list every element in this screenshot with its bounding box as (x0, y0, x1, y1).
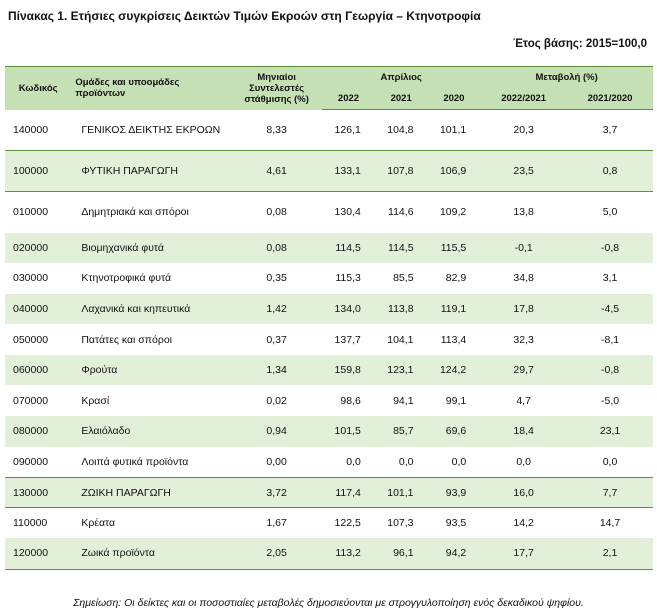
header-change: Μεταβολή (%) (480, 67, 653, 88)
table-row (5, 263, 653, 294)
cell-name: Δημητριακά και σπόροι (81, 206, 189, 219)
cell-2021: 123,1 (375, 355, 428, 386)
cell-change-1: 0,0 (516, 455, 531, 468)
cell-2022: 113,2 (322, 538, 375, 569)
cell-change-2: 2,1 (567, 538, 653, 569)
cell-weight: 0,35 (266, 272, 287, 285)
cell-2022: 122,5 (334, 517, 361, 530)
cell-change-1: 18,4 (480, 416, 567, 447)
footnote: Σημείωση: Οι δείκτες και οι ποσοστιαίες μεταβολές δημοσιεύονται με στρογγυλοποίηση ενός δεκαδικού ψηφίου. (73, 597, 584, 609)
cell-name: Φρούτα (71, 355, 231, 386)
cell-weight: 0,08 (231, 233, 322, 264)
cell-weight: 1,42 (231, 294, 322, 325)
cell-change-1: 4,7 (516, 394, 531, 407)
price-index-table (5, 66, 653, 570)
cell-code: 020000 (5, 233, 71, 264)
cell-change-1: 14,2 (513, 517, 534, 530)
cell-change-2: -0,8 (567, 233, 653, 264)
cell-2020: 101,1 (439, 124, 467, 136)
cell-2021: 101,1 (375, 477, 428, 508)
cell-2021: 94,1 (393, 394, 414, 407)
table-row (5, 538, 653, 569)
cell-name: Λαχανικά και κηπευτικά (71, 294, 231, 325)
cell-2020: 106,9 (428, 151, 481, 192)
cell-code: 060000 (5, 355, 71, 386)
cell-2021: 114,6 (388, 206, 414, 219)
cell-change-2: 23,1 (567, 416, 653, 447)
cell-name: Λοιπά φυτικά προϊόντα (81, 455, 189, 468)
cell-name: Βιομηχανικά φυτά (71, 233, 231, 264)
cell-change-2: 0,0 (602, 455, 618, 468)
cell-weight: 0,00 (266, 455, 287, 468)
cell-2022: 117,4 (322, 477, 375, 508)
cell-code: 070000 (13, 394, 49, 407)
cell-change-2: 5,0 (602, 206, 618, 219)
cell-2022: 101,5 (322, 416, 375, 447)
cell-2022: 98,6 (340, 394, 361, 407)
cell-2022: 159,8 (322, 355, 375, 386)
table-row (5, 508, 653, 539)
cell-2021: 113,8 (375, 294, 428, 325)
cell-2022: 115,3 (335, 272, 361, 285)
table-title: Πίνακας 1. Ετήσιες συγκρίσεις Δεικτών Τιμών Εκροών στη Γεωργία – Κτηνοτροφία (8, 9, 481, 23)
cell-change-1: 23,5 (480, 151, 567, 192)
table-row (5, 294, 653, 325)
cell-weight: 0,37 (266, 333, 287, 346)
cell-change-1: 17,7 (480, 538, 567, 569)
cell-2020: 109,2 (439, 206, 467, 219)
header-change-2022-2021: 2022/2021 (480, 87, 567, 110)
cell-name: Κρέατα (81, 517, 116, 530)
header-april: Απρίλιος (322, 67, 480, 88)
cell-2020: 93,9 (428, 477, 481, 508)
cell-name: ΦΥΤΙΚΗ ΠΑΡΑΓΩΓΗ (71, 151, 231, 192)
cell-2022: 126,1 (334, 124, 361, 136)
cell-code: 040000 (5, 294, 71, 325)
cell-2021: 104,1 (387, 333, 414, 346)
cell-change-2: -8,1 (600, 333, 620, 346)
base-year: Έτος βάσης: 2015=100,0 (513, 38, 647, 50)
cell-2020: 119,1 (428, 294, 481, 325)
cell-weight: 1,67 (266, 517, 287, 530)
cell-2021: 107,8 (375, 151, 428, 192)
table-row (5, 447, 653, 478)
cell-2021: 107,3 (387, 517, 414, 530)
table-row (5, 355, 653, 386)
cell-code: 100000 (5, 151, 71, 192)
table-row (5, 477, 653, 508)
header-change-2021-2020: 2021/2020 (567, 87, 653, 110)
cell-change-2: -4,5 (567, 294, 653, 325)
header-year-2021: 2021 (375, 87, 428, 110)
cell-name: Κτηνοτροφικά φυτά (81, 272, 172, 285)
table-row (5, 233, 653, 264)
cell-2022: 114,5 (322, 233, 375, 264)
header-year-2020: 2020 (428, 87, 481, 110)
cell-change-1: 17,8 (480, 294, 567, 325)
cell-2021: 85,7 (375, 416, 428, 447)
cell-change-1: -0,1 (480, 233, 567, 264)
cell-code: 090000 (13, 455, 49, 468)
cell-2020: 115,5 (428, 233, 481, 264)
table-row (5, 192, 653, 233)
table-row (5, 110, 653, 151)
cell-change-2: 14,7 (599, 517, 621, 530)
header-group: Ομάδες και υποομάδες προϊόντων (71, 67, 231, 110)
cell-code: 130000 (5, 477, 71, 508)
header-weight: Μηνιαίοι Συντελεστές στάθμισης (%) (231, 67, 322, 110)
table-row (5, 416, 653, 447)
cell-2022: 133,1 (322, 151, 375, 192)
header-year-2022: 2022 (322, 87, 375, 110)
cell-2020: 69,6 (428, 416, 481, 447)
cell-2020: 94,2 (428, 538, 481, 569)
cell-weight: 4,61 (231, 151, 322, 192)
cell-2022: 134,0 (322, 294, 375, 325)
cell-change-1: 20,3 (513, 124, 534, 136)
cell-weight: 0,08 (266, 206, 287, 219)
cell-2021: 0,0 (398, 455, 414, 468)
table-row (5, 385, 653, 416)
cell-2022: 0,0 (346, 455, 361, 468)
cell-weight: 3,72 (231, 477, 322, 508)
cell-code: 050000 (13, 333, 49, 346)
table-row (5, 151, 653, 192)
cell-change-2: 7,7 (567, 477, 653, 508)
cell-code: 120000 (5, 538, 71, 569)
cell-name: ΓΕΝΙΚΟΣ ΔΕΙΚΤΗΣ ΕΚΡΟΩΝ (81, 123, 221, 136)
cell-change-2: -0,8 (567, 355, 653, 386)
cell-weight: 2,05 (231, 538, 322, 569)
cell-weight: 0,94 (231, 416, 322, 447)
cell-code: 080000 (5, 416, 71, 447)
cell-name: Πατάτες και σπόροι (81, 333, 173, 346)
cell-2021: 104,8 (387, 124, 414, 136)
cell-change-1: 13,8 (513, 206, 534, 219)
cell-2021: 114,5 (375, 233, 428, 264)
cell-name: Κρασί (81, 394, 110, 407)
header-code: Κωδικός (5, 67, 71, 110)
cell-name: Ζωικά προϊόντα (71, 538, 231, 569)
cell-change-2: -5,0 (600, 394, 620, 407)
cell-code: 030000 (13, 272, 49, 285)
cell-weight: 8,33 (266, 123, 287, 136)
cell-2020: 93,5 (445, 517, 467, 530)
cell-code: 010000 (13, 206, 49, 219)
cell-2022: 130,4 (334, 206, 361, 219)
cell-2020: 82,9 (445, 272, 467, 285)
cell-2022: 137,7 (334, 333, 361, 346)
cell-2020: 124,2 (428, 355, 481, 386)
cell-2021: 85,5 (393, 272, 414, 285)
cell-change-1: 16,0 (480, 477, 567, 508)
cell-2020: 113,4 (440, 333, 467, 346)
table-row (5, 324, 653, 355)
cell-code: 140000 (13, 123, 49, 136)
cell-change-2: 0,8 (567, 151, 653, 192)
cell-code: 110000 (13, 517, 48, 530)
cell-2021: 96,1 (375, 538, 428, 569)
cell-2020: 0,0 (451, 455, 467, 468)
cell-change-1: 34,8 (513, 272, 534, 285)
cell-name: ΖΩΙΚΗ ΠΑΡΑΓΩΓΗ (71, 477, 231, 508)
cell-weight: 0,02 (266, 394, 287, 407)
cell-weight: 1,34 (231, 355, 322, 386)
cell-change-1: 32,3 (513, 333, 534, 346)
cell-name: Ελαιόλαδο (71, 416, 231, 447)
cell-change-2: 3,1 (602, 272, 618, 285)
cell-change-1: 29,7 (480, 355, 567, 386)
cell-change-2: 3,7 (602, 124, 618, 136)
cell-2020: 99,1 (445, 394, 467, 407)
